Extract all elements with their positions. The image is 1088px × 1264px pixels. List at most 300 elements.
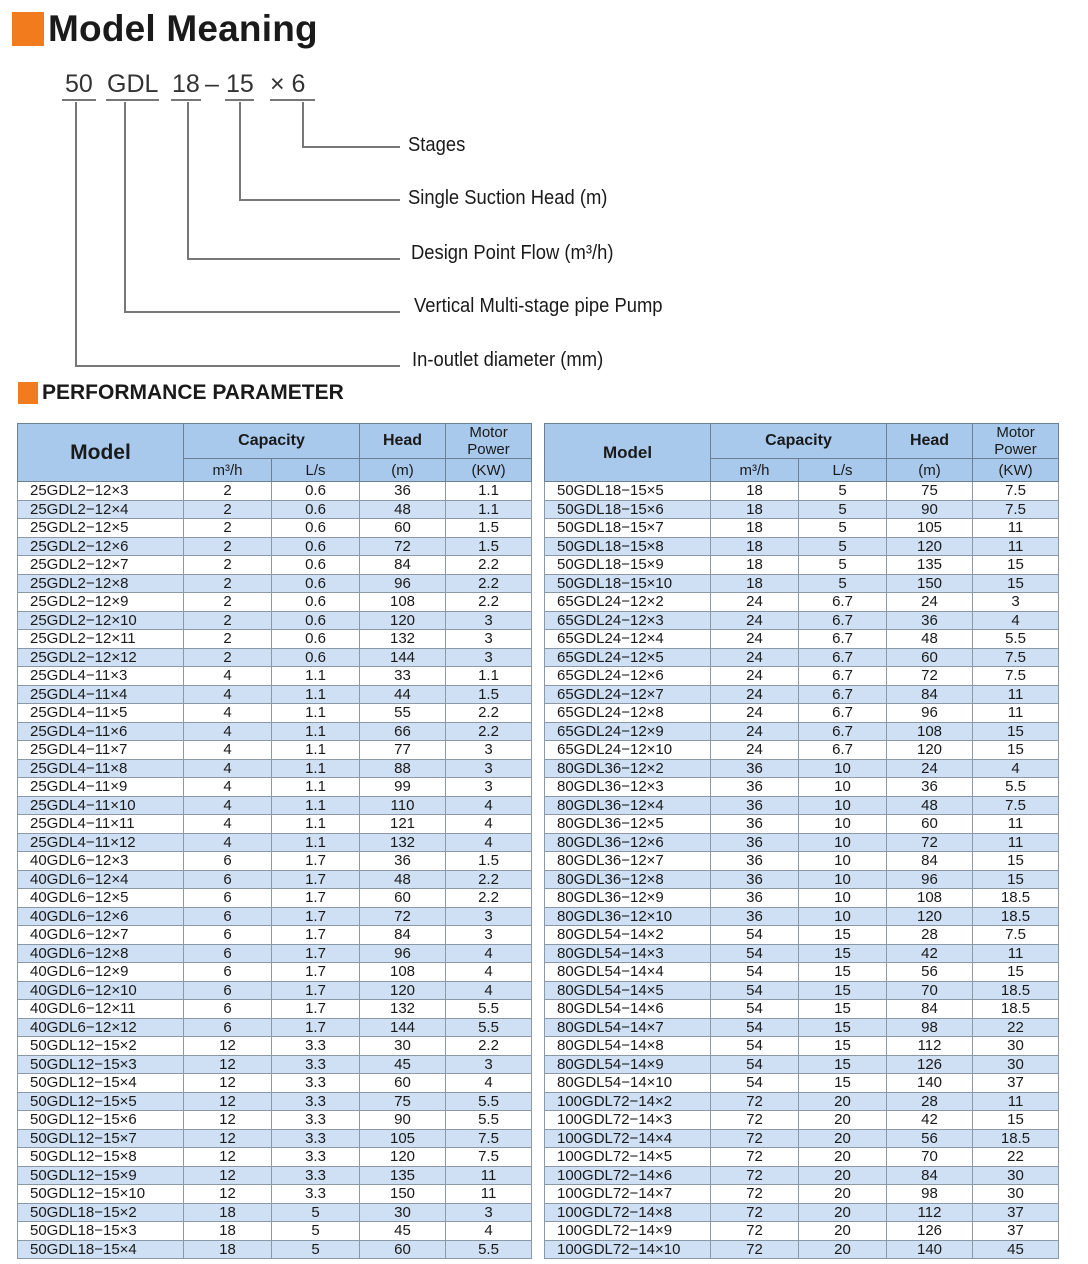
- cell-head: 120: [360, 611, 446, 630]
- header-motor-power: Motor Power: [446, 424, 532, 459]
- cell-flow-ls: 1.1: [272, 778, 360, 797]
- cell-motor-power: 30: [973, 1055, 1059, 1074]
- table-row: [18, 963, 532, 982]
- cell-head: 90: [887, 500, 973, 519]
- cell-head: 140: [887, 1240, 973, 1259]
- table-row: [545, 981, 1059, 1000]
- cell-motor-power: 11: [973, 519, 1059, 538]
- header-ls: L/s: [272, 459, 360, 482]
- cell-flow-ls: 5: [799, 537, 887, 556]
- cell-model: 50GDL18−15×2: [18, 1203, 184, 1222]
- cell-motor-power: 1.5: [446, 852, 532, 871]
- cell-model: 40GDL6−12×7: [18, 926, 184, 945]
- cell-motor-power: 3: [446, 778, 532, 797]
- cell-flow-m3h: 54: [711, 963, 799, 982]
- cell-flow-m3h: 6: [184, 981, 272, 1000]
- cell-flow-ls: 0.6: [272, 556, 360, 575]
- cell-flow-ls: 20: [799, 1148, 887, 1167]
- table-row: [18, 1037, 532, 1056]
- cell-motor-power: 15: [973, 870, 1059, 889]
- cell-model: 80GDL36−12×4: [545, 796, 711, 815]
- cell-motor-power: 5.5: [973, 778, 1059, 797]
- cell-flow-ls: 1.1: [272, 796, 360, 815]
- table-row: [545, 574, 1059, 593]
- table-row: [545, 1148, 1059, 1167]
- cell-head: 96: [360, 574, 446, 593]
- cell-motor-power: 7.5: [973, 482, 1059, 501]
- cell-flow-m3h: 2: [184, 537, 272, 556]
- cell-flow-m3h: 36: [711, 759, 799, 778]
- cell-flow-m3h: 54: [711, 944, 799, 963]
- cell-head: 72: [887, 833, 973, 852]
- cell-model: 80GDL54−14×7: [545, 1018, 711, 1037]
- table-row: [545, 1185, 1059, 1204]
- cell-model: 100GDL72−14×5: [545, 1148, 711, 1167]
- cell-flow-m3h: 54: [711, 1000, 799, 1019]
- table-row: [545, 870, 1059, 889]
- cell-flow-ls: 6.7: [799, 667, 887, 686]
- cell-flow-m3h: 72: [711, 1240, 799, 1259]
- table-row: [545, 519, 1059, 538]
- cell-model: 100GDL72−14×9: [545, 1222, 711, 1241]
- cell-motor-power: 7.5: [446, 1129, 532, 1148]
- cell-motor-power: 4: [446, 833, 532, 852]
- table-row: [18, 889, 532, 908]
- table-row: [18, 870, 532, 889]
- cell-model: 80GDL36−12×5: [545, 815, 711, 834]
- cell-flow-m3h: 2: [184, 630, 272, 649]
- table-row: [18, 537, 532, 556]
- cell-motor-power: 45: [973, 1240, 1059, 1259]
- table-row: [545, 796, 1059, 815]
- cell-model: 25GDL4−11×4: [18, 685, 184, 704]
- table-row: [545, 852, 1059, 871]
- cell-flow-ls: 1.7: [272, 963, 360, 982]
- cell-flow-ls: 10: [799, 870, 887, 889]
- cell-flow-ls: 15: [799, 1000, 887, 1019]
- cell-motor-power: 30: [973, 1037, 1059, 1056]
- cell-flow-m3h: 4: [184, 722, 272, 741]
- cell-flow-ls: 6.7: [799, 741, 887, 760]
- cell-motor-power: 1.1: [446, 667, 532, 686]
- cell-head: 96: [887, 870, 973, 889]
- cell-motor-power: 4: [446, 981, 532, 1000]
- model-code-diagram: [0, 60, 700, 380]
- cell-head: 55: [360, 704, 446, 723]
- cell-flow-ls: 20: [799, 1111, 887, 1130]
- cell-flow-ls: 6.7: [799, 630, 887, 649]
- cell-flow-m3h: 24: [711, 704, 799, 723]
- code-flow: 18: [172, 70, 200, 98]
- code-head: 15: [226, 70, 254, 98]
- cell-motor-power: 7.5: [973, 926, 1059, 945]
- cell-head: 45: [360, 1055, 446, 1074]
- cell-model: 100GDL72−14×3: [545, 1111, 711, 1130]
- cell-flow-m3h: 4: [184, 685, 272, 704]
- cell-flow-m3h: 54: [711, 926, 799, 945]
- cell-flow-m3h: 6: [184, 963, 272, 982]
- label-stages: Stages: [408, 134, 466, 156]
- cell-head: 28: [887, 926, 973, 945]
- cell-head: 110: [360, 796, 446, 815]
- table-row: [18, 1148, 532, 1167]
- table-row: [18, 852, 532, 871]
- cell-head: 75: [887, 482, 973, 501]
- cell-flow-m3h: 72: [711, 1092, 799, 1111]
- cell-motor-power: 3: [446, 611, 532, 630]
- cell-head: 121: [360, 815, 446, 834]
- table-row: [18, 1092, 532, 1111]
- table-row: [18, 944, 532, 963]
- cell-model: 40GDL6−12×6: [18, 907, 184, 926]
- cell-flow-m3h: 6: [184, 944, 272, 963]
- cell-flow-ls: 20: [799, 1222, 887, 1241]
- cell-model: 25GDL2−12×9: [18, 593, 184, 612]
- cell-model: 50GDL18−15×9: [545, 556, 711, 575]
- cell-model: 25GDL4−11×10: [18, 796, 184, 815]
- table-row: [545, 1166, 1059, 1185]
- cell-head: 48: [360, 870, 446, 889]
- cell-model: 25GDL2−12×5: [18, 519, 184, 538]
- cell-flow-ls: 3.3: [272, 1055, 360, 1074]
- header-model: Model: [18, 424, 184, 482]
- cell-motor-power: 15: [973, 574, 1059, 593]
- cell-flow-ls: 3.3: [272, 1129, 360, 1148]
- cell-flow-m3h: 24: [711, 685, 799, 704]
- table-row: [18, 981, 532, 1000]
- cell-motor-power: 5.5: [446, 1240, 532, 1259]
- cell-head: 36: [887, 611, 973, 630]
- cell-flow-ls: 0.6: [272, 611, 360, 630]
- cell-motor-power: 37: [973, 1203, 1059, 1222]
- table-row: [545, 500, 1059, 519]
- cell-head: 108: [887, 889, 973, 908]
- cell-flow-m3h: 36: [711, 796, 799, 815]
- cell-head: 105: [360, 1129, 446, 1148]
- cell-motor-power: 11: [446, 1185, 532, 1204]
- cell-motor-power: 3: [446, 759, 532, 778]
- cell-head: 132: [360, 833, 446, 852]
- header-head: Head: [887, 424, 973, 459]
- cell-flow-m3h: 2: [184, 556, 272, 575]
- table-row: [545, 556, 1059, 575]
- cell-flow-ls: 3.3: [272, 1092, 360, 1111]
- table-row: [545, 1240, 1059, 1259]
- cell-model: 25GDL4−11×7: [18, 741, 184, 760]
- cell-model: 80GDL54−14×9: [545, 1055, 711, 1074]
- cell-motor-power: 5.5: [446, 1111, 532, 1130]
- cell-flow-m3h: 12: [184, 1037, 272, 1056]
- code-dash: –: [205, 70, 219, 98]
- cell-head: 60: [360, 519, 446, 538]
- cell-flow-ls: 3.3: [272, 1185, 360, 1204]
- cell-model: 40GDL6−12×3: [18, 852, 184, 871]
- cell-motor-power: 11: [973, 685, 1059, 704]
- cell-model: 25GDL2−12×4: [18, 500, 184, 519]
- cell-motor-power: 2.2: [446, 1037, 532, 1056]
- cell-flow-m3h: 6: [184, 926, 272, 945]
- cell-head: 28: [887, 1092, 973, 1111]
- cell-model: 100GDL72−14×2: [545, 1092, 711, 1111]
- cell-flow-m3h: 12: [184, 1185, 272, 1204]
- cell-motor-power: 7.5: [973, 648, 1059, 667]
- cell-flow-ls: 5: [272, 1222, 360, 1241]
- cell-flow-ls: 0.6: [272, 482, 360, 501]
- cell-model: 25GDL4−11×8: [18, 759, 184, 778]
- cell-flow-ls: 1.7: [272, 852, 360, 871]
- header-capacity: Capacity: [184, 424, 360, 459]
- cell-flow-ls: 3.3: [272, 1148, 360, 1167]
- cell-model: 50GDL12−15×3: [18, 1055, 184, 1074]
- cell-model: 25GDL4−11×12: [18, 833, 184, 852]
- cell-motor-power: 7.5: [973, 500, 1059, 519]
- table-row: [18, 1129, 532, 1148]
- cell-flow-ls: 1.1: [272, 741, 360, 760]
- cell-flow-ls: 5: [799, 500, 887, 519]
- cell-motor-power: 11: [973, 537, 1059, 556]
- cell-motor-power: 1.1: [446, 500, 532, 519]
- cell-motor-power: 5.5: [973, 630, 1059, 649]
- cell-head: 150: [887, 574, 973, 593]
- cell-flow-m3h: 72: [711, 1148, 799, 1167]
- cell-model: 50GDL12−15×5: [18, 1092, 184, 1111]
- table-row: [545, 1018, 1059, 1037]
- cell-model: 40GDL6−12×8: [18, 944, 184, 963]
- cell-flow-ls: 3.3: [272, 1037, 360, 1056]
- cell-head: 84: [887, 852, 973, 871]
- cell-head: 56: [887, 1129, 973, 1148]
- table-row: [545, 1037, 1059, 1056]
- cell-model: 50GDL12−15×6: [18, 1111, 184, 1130]
- cell-motor-power: 4: [973, 759, 1059, 778]
- cell-flow-m3h: 24: [711, 722, 799, 741]
- cell-flow-m3h: 6: [184, 1000, 272, 1019]
- table-row: [18, 630, 532, 649]
- cell-head: 120: [887, 537, 973, 556]
- cell-head: 60: [360, 1074, 446, 1093]
- cell-flow-m3h: 36: [711, 815, 799, 834]
- table-row: [18, 722, 532, 741]
- header-motor-power: Motor Power: [973, 424, 1059, 459]
- cell-model: 80GDL36−12×2: [545, 759, 711, 778]
- cell-model: 50GDL18−15×8: [545, 537, 711, 556]
- cell-flow-ls: 1.7: [272, 926, 360, 945]
- cell-model: 80GDL54−14×8: [545, 1037, 711, 1056]
- cell-head: 42: [887, 1111, 973, 1130]
- cell-head: 84: [887, 685, 973, 704]
- cell-flow-ls: 20: [799, 1166, 887, 1185]
- cell-motor-power: 5.5: [446, 1092, 532, 1111]
- performance-table-left: [17, 423, 532, 1259]
- cell-flow-m3h: 4: [184, 759, 272, 778]
- table-row: [545, 778, 1059, 797]
- cell-flow-ls: 1.1: [272, 833, 360, 852]
- cell-model: 50GDL18−15×5: [545, 482, 711, 501]
- table-row: [18, 667, 532, 686]
- cell-head: 60: [887, 815, 973, 834]
- cell-flow-m3h: 12: [184, 1074, 272, 1093]
- model-meaning-title: Model Meaning: [48, 8, 318, 49]
- cell-flow-m3h: 24: [711, 611, 799, 630]
- cell-model: 40GDL6−12×4: [18, 870, 184, 889]
- cell-model: 65GDL24−12×2: [545, 593, 711, 612]
- table-row: [545, 926, 1059, 945]
- cell-flow-ls: 6.7: [799, 704, 887, 723]
- table-row: [545, 685, 1059, 704]
- cell-flow-ls: 5: [799, 574, 887, 593]
- table-row: [545, 944, 1059, 963]
- cell-flow-m3h: 12: [184, 1148, 272, 1167]
- cell-flow-m3h: 54: [711, 1055, 799, 1074]
- cell-model: 65GDL24−12×6: [545, 667, 711, 686]
- table-row: [18, 648, 532, 667]
- cell-flow-ls: 0.6: [272, 500, 360, 519]
- cell-flow-m3h: 36: [711, 870, 799, 889]
- cell-head: 98: [887, 1185, 973, 1204]
- table-row: [545, 1203, 1059, 1222]
- cell-flow-ls: 10: [799, 815, 887, 834]
- cell-head: 36: [360, 852, 446, 871]
- cell-flow-ls: 0.6: [272, 519, 360, 538]
- cell-flow-ls: 0.6: [272, 648, 360, 667]
- cell-head: 132: [360, 1000, 446, 1019]
- cell-flow-ls: 10: [799, 778, 887, 797]
- cell-motor-power: 4: [446, 1074, 532, 1093]
- table-row: [545, 537, 1059, 556]
- cell-model: 25GDL2−12×6: [18, 537, 184, 556]
- cell-motor-power: 37: [973, 1222, 1059, 1241]
- table-row: [18, 500, 532, 519]
- cell-head: 112: [887, 1203, 973, 1222]
- cell-motor-power: 11: [973, 815, 1059, 834]
- cell-flow-ls: 0.6: [272, 630, 360, 649]
- cell-head: 120: [360, 1148, 446, 1167]
- cell-head: 96: [887, 704, 973, 723]
- cell-flow-m3h: 18: [711, 574, 799, 593]
- cell-head: 72: [360, 907, 446, 926]
- label-single-suction-head: Single Suction Head (m): [408, 187, 608, 209]
- cell-head: 56: [887, 963, 973, 982]
- table-row: [545, 630, 1059, 649]
- cell-motor-power: 22: [973, 1018, 1059, 1037]
- header-head: Head: [360, 424, 446, 459]
- cell-flow-ls: 6.7: [799, 722, 887, 741]
- cell-motor-power: 22: [973, 1148, 1059, 1167]
- cell-model: 50GDL12−15×4: [18, 1074, 184, 1093]
- cell-model: 65GDL24−12×10: [545, 741, 711, 760]
- cell-flow-m3h: 54: [711, 1018, 799, 1037]
- cell-flow-ls: 10: [799, 796, 887, 815]
- table-row: [545, 1092, 1059, 1111]
- header-m3h: m³/h: [184, 459, 272, 482]
- cell-model: 65GDL24−12×5: [545, 648, 711, 667]
- cell-flow-m3h: 24: [711, 648, 799, 667]
- cell-head: 84: [887, 1166, 973, 1185]
- cell-model: 50GDL12−15×2: [18, 1037, 184, 1056]
- cell-flow-m3h: 18: [711, 556, 799, 575]
- cell-model: 50GDL18−15×4: [18, 1240, 184, 1259]
- header-model: Model: [545, 424, 711, 482]
- table-row: [545, 1055, 1059, 1074]
- cell-flow-m3h: 36: [711, 889, 799, 908]
- cell-head: 44: [360, 685, 446, 704]
- cell-model: 80GDL36−12×8: [545, 870, 711, 889]
- table-row: [545, 1000, 1059, 1019]
- cell-head: 60: [887, 648, 973, 667]
- cell-motor-power: 15: [973, 722, 1059, 741]
- cell-model: 25GDL2−12×7: [18, 556, 184, 575]
- table-row: [545, 1074, 1059, 1093]
- cell-flow-ls: 1.1: [272, 759, 360, 778]
- table-row: [545, 963, 1059, 982]
- cell-flow-m3h: 18: [711, 500, 799, 519]
- table-row: [18, 593, 532, 612]
- cell-model: 80GDL54−14×10: [545, 1074, 711, 1093]
- cell-model: 100GDL72−14×4: [545, 1129, 711, 1148]
- cell-motor-power: 1.5: [446, 537, 532, 556]
- cell-flow-ls: 1.7: [272, 870, 360, 889]
- cell-head: 75: [360, 1092, 446, 1111]
- code-diameter: 50: [65, 70, 93, 98]
- cell-flow-m3h: 2: [184, 611, 272, 630]
- performance-table-right: [544, 423, 1059, 1259]
- cell-flow-ls: 3.3: [272, 1074, 360, 1093]
- cell-head: 150: [360, 1185, 446, 1204]
- cell-head: 36: [360, 482, 446, 501]
- cell-flow-m3h: 4: [184, 741, 272, 760]
- header-motor-unit: (KW): [446, 459, 532, 482]
- cell-motor-power: 11: [973, 833, 1059, 852]
- cell-model: 65GDL24−12×8: [545, 704, 711, 723]
- table-row: [545, 1129, 1059, 1148]
- code-type: GDL: [107, 70, 159, 98]
- cell-motor-power: 7.5: [973, 667, 1059, 686]
- cell-motor-power: 18.5: [973, 981, 1059, 1000]
- cell-head: 70: [887, 981, 973, 1000]
- cell-motor-power: 3: [446, 1055, 532, 1074]
- cell-flow-ls: 0.6: [272, 574, 360, 593]
- cell-flow-ls: 10: [799, 852, 887, 871]
- cell-model: 50GDL12−15×10: [18, 1185, 184, 1204]
- table-row: [18, 907, 532, 926]
- cell-flow-ls: 5: [272, 1240, 360, 1259]
- cell-model: 25GDL2−12×8: [18, 574, 184, 593]
- cell-flow-m3h: 2: [184, 482, 272, 501]
- cell-model: 65GDL24−12×9: [545, 722, 711, 741]
- table-row: [18, 1000, 532, 1019]
- cell-model: 80GDL36−12×7: [545, 852, 711, 871]
- cell-flow-ls: 15: [799, 1074, 887, 1093]
- table-row: [545, 704, 1059, 723]
- cell-head: 120: [887, 741, 973, 760]
- cell-motor-power: 2.2: [446, 889, 532, 908]
- table-body-left: [18, 482, 532, 1259]
- cell-flow-ls: 20: [799, 1092, 887, 1111]
- cell-flow-ls: 15: [799, 1055, 887, 1074]
- cell-model: 25GDL4−11×3: [18, 667, 184, 686]
- cell-head: 33: [360, 667, 446, 686]
- table-row: [545, 759, 1059, 778]
- cell-model: 40GDL6−12×5: [18, 889, 184, 908]
- cell-flow-ls: 1.1: [272, 667, 360, 686]
- cell-flow-ls: 15: [799, 1018, 887, 1037]
- cell-head: 42: [887, 944, 973, 963]
- cell-flow-ls: 6.7: [799, 648, 887, 667]
- cell-flow-ls: 1.7: [272, 1000, 360, 1019]
- cell-model: 25GDL4−11×11: [18, 815, 184, 834]
- cell-motor-power: 4: [446, 796, 532, 815]
- performance-heading: [18, 381, 344, 405]
